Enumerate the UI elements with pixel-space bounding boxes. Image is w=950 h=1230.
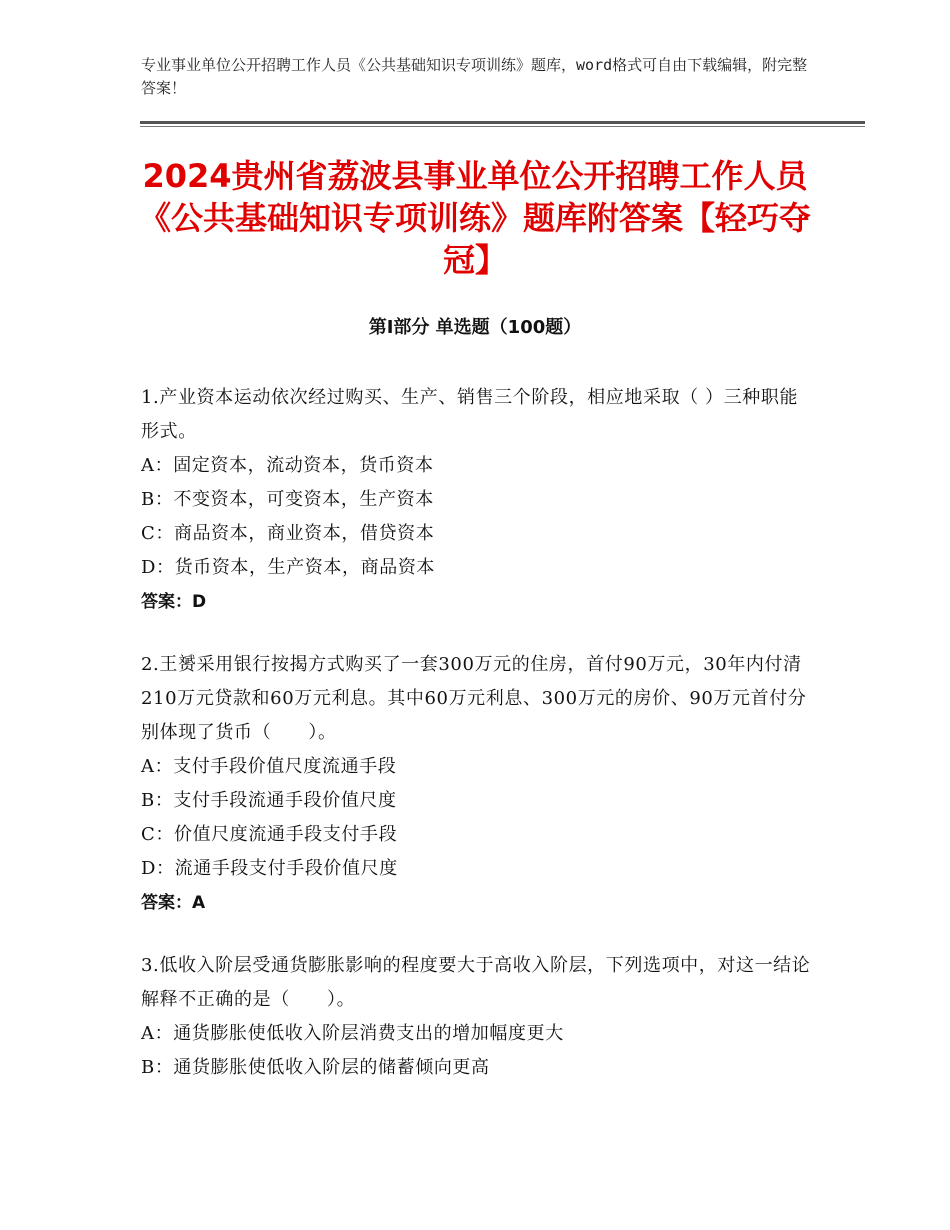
question-stem: 1.产业资本运动依次经过购买、生产、销售三个阶段，相应地采取（ ）三种职能形式。 (141, 387, 799, 442)
option-a: A：支付手段价值尺度流通手段 (141, 756, 397, 777)
question-1 (141, 381, 811, 619)
question-stem: 2.王赟采用银行按揭方式购买了一套300万元的住房，首付90万元，30年内付清210万元贷款和60万元利息。其中60万元利息、300万元的房价、90万元首付分别体现了货币（ ）。 (141, 654, 807, 743)
document-title: 2024贵州省荔波县事业单位公开招聘工作人员《公共基础知识专项训练》题库附答案【轻巧夺冠】 (138, 157, 811, 279)
option-d: D：流通手段支付手段价值尺度 (141, 858, 398, 879)
question-3 (141, 949, 811, 1085)
option-c: C：价值尺度流通手段支付手段 (141, 824, 398, 845)
header-note: 专业事业单位公开招聘工作人员《公共基础知识专项训练》题库，word格式可自由下载编辑，附完整答案！ (141, 56, 808, 97)
section-heading: 第Ⅰ部分 单选题（100题） (368, 317, 582, 338)
answer: 答案：D (141, 592, 207, 612)
option-b: B：通货膨胀使低收入阶层的储蓄倾向更高 (141, 1057, 490, 1078)
option-b: B：支付手段流通手段价值尺度 (141, 790, 397, 811)
answer: 答案：A (141, 893, 206, 913)
question-2 (141, 648, 811, 920)
header-divider-thin (140, 126, 865, 127)
question-stem: 3.低收入阶层受通货膨胀影响的程度要大于高收入阶层，下列选项中，对这一结论解释不正确的是（ ）。 (141, 955, 811, 1010)
option-c: C：商品资本，商业资本，借贷资本 (141, 523, 435, 544)
option-d: D：货币资本，生产资本，商品资本 (141, 557, 436, 578)
option-a: A：固定资本，流动资本，货币资本 (141, 455, 434, 476)
question-list (141, 381, 811, 1114)
header-divider (140, 121, 865, 124)
option-a: A：通货膨胀使低收入阶层消费支出的增加幅度更大 (141, 1023, 564, 1044)
option-b: B：不变资本，可变资本，生产资本 (141, 489, 434, 510)
